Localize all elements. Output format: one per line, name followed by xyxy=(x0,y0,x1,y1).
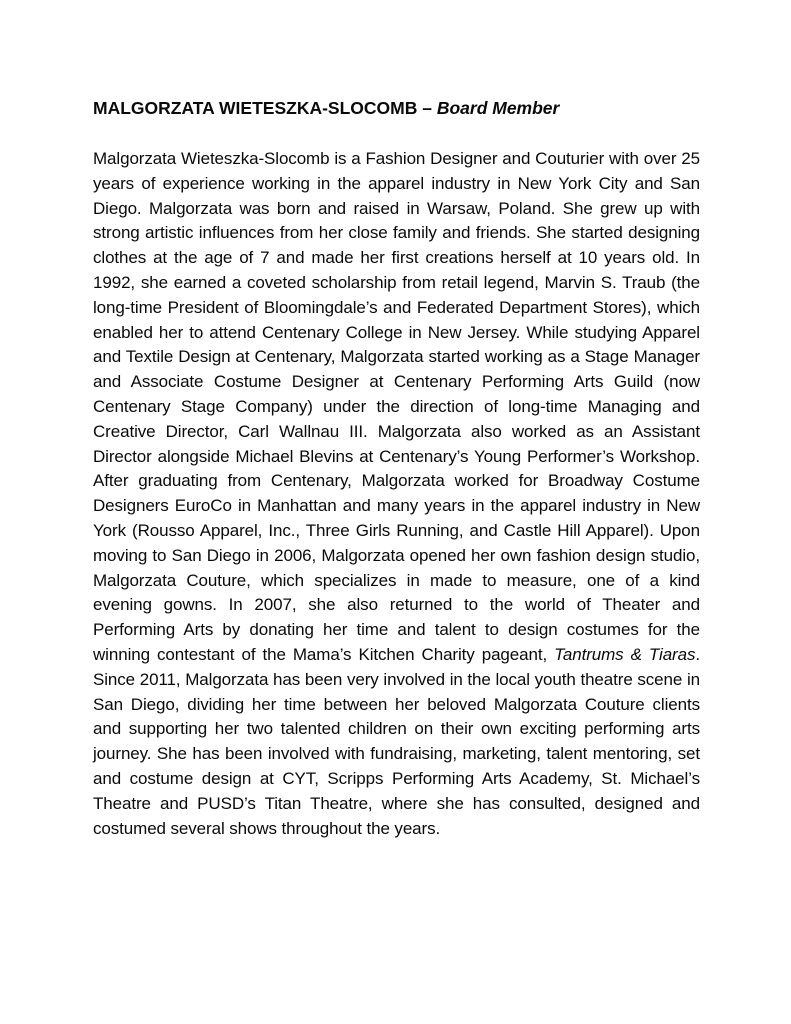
bio-text-part2: . Since 2011, Malgorzata has been very involved in the local youth theatre scene in San Diego, dividing her time between her beloved Malgorzata Couture clients and supporting her two talented children on their own exciting performing arts journey. She has been involved with fundraising, marketing, talent mentoring, set and costume design at CYT, Scripps Performing Arts Academy, St. Michael’s Theatre and PUSD’s Titan Theatre, where she has consulted, designed and costumed several shows throughout the years. xyxy=(93,644,700,838)
bio-text-part1: Malgorzata Wieteszka-Slocomb is a Fashion Designer and Couturier with over 25 years of experience working in the apparel industry in New York City and San Diego. Malgorzata was born and raised in Warsaw, Poland. She grew up with strong artistic influences from her close family and friends. She started designing clothes at the age of 7 and made her first creations herself at 10 years old. In 1992, she earned a coveted scholarship from retail legend, Marvin S. Traub (the long-time President of Bloomingdale’s and Federated Department Stores), which enabled her to attend Centenary College in New Jersey. While studying Apparel and Textile Design at Centenary, Malgorzata started working as a Stage Manager and Associate Costume Designer at Centenary Performing Arts Guild (now Centenary Stage Company) under the direction of long-time Managing and Creative Director, Carl Wallnau III. Malgorzata also worked as an Assistant Director alongside Michael Blevins at Centenary’s Young Performer’s Workshop. After graduating from Centenary, Malgorzata worked for Broadway Costume Designers EuroCo in Manhattan and many years in the apparel industry in New York (Rousso Apparel, Inc., Three Girls Running, and Castle Hill Apparel). Upon moving to San Diego in 2006, Malgorzata opened her own fashion design studio, Malgorzata Couture, which specializes in made to measure, one of a kind evening gowns. In 2007, she also returned to the world of Theater and Performing Arts by donating her time and talent to design costumes for the winning contestant of the Mama’s Kitchen Charity pageant, xyxy=(93,149,700,664)
heading-role: Board Member xyxy=(436,98,560,118)
bio-show-title: Tantrums & Tiaras xyxy=(554,644,696,664)
document-heading xyxy=(93,98,700,119)
heading-separator: – xyxy=(417,98,437,118)
bio-paragraph xyxy=(93,147,700,841)
heading-person-name: MALGORZATA WIETESZKA-SLOCOMB xyxy=(93,98,418,118)
